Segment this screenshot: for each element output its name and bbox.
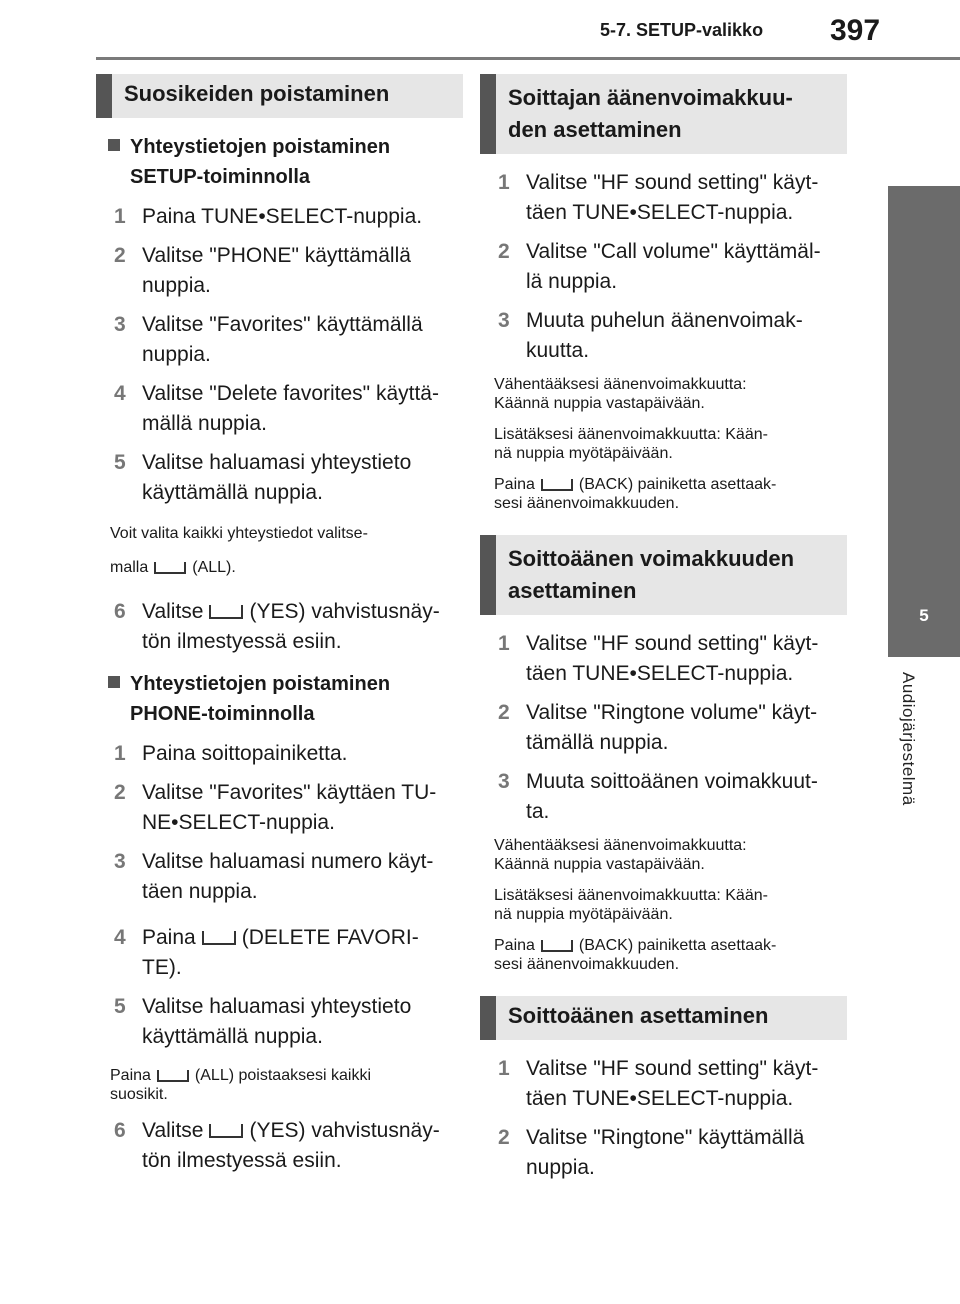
note [494, 475, 847, 513]
note-text: malla [110, 559, 149, 576]
step-number: 2 [498, 701, 510, 724]
step [480, 237, 847, 297]
step-number: 1 [114, 205, 126, 228]
step [96, 379, 463, 439]
step [480, 629, 847, 689]
section-heading-line: Soittajan äänenvoimakkuu- [508, 85, 793, 110]
step-text: Paina [142, 926, 196, 949]
step-number: 4 [114, 382, 126, 405]
step [480, 1123, 847, 1183]
step [96, 597, 463, 657]
step-number: 1 [498, 171, 510, 194]
step [480, 1054, 847, 1114]
note-text: (ALL). [192, 559, 236, 576]
step-text: Valitse "Ringtone volume" käyt- [526, 701, 818, 724]
section-heading-line: asettaminen [508, 578, 637, 603]
step [480, 168, 847, 228]
step [96, 992, 463, 1052]
step-text: tön ilmestyessä esiin. [142, 1149, 342, 1172]
chapter-tab [888, 186, 960, 657]
step-number: 1 [498, 1057, 510, 1080]
note [494, 375, 847, 413]
note-text: sesi äänenvoimakkuuden. [494, 495, 680, 512]
step [480, 306, 847, 366]
step-number: 5 [114, 995, 126, 1018]
step-text: Valitse "Delete favorites" käyttä- [142, 382, 439, 405]
left-column [96, 74, 463, 1185]
step-number: 6 [114, 600, 126, 623]
step-text: Valitse haluamasi numero käyt- [142, 850, 434, 873]
step-number: 6 [114, 1119, 126, 1142]
screen-button-icon [209, 1124, 243, 1138]
step-number: 3 [498, 309, 510, 332]
step-text: Valitse [142, 1119, 204, 1142]
step-number: 4 [114, 926, 126, 949]
note-text: Paina [494, 476, 535, 493]
note-text: (BACK) painiketta asettaak- [578, 937, 777, 954]
note-text: Lisätäksesi äänenvoimakkuutta: Kään- [494, 887, 768, 904]
screen-button-icon [209, 605, 243, 619]
step-text: Valitse "HF sound setting" käyt- [526, 632, 819, 655]
note-text: Käännä nuppia vastapäivään. [494, 395, 705, 412]
note-text: Vähentääksesi äänenvoimakkuutta: [494, 376, 747, 393]
note [110, 1066, 463, 1104]
note-text: Lisätäksesi äänenvoimakkuutta: Kään- [494, 426, 768, 443]
step-number: 3 [498, 770, 510, 793]
note-text: (BACK) painiketta asettaak- [578, 476, 777, 493]
step-number: 2 [498, 240, 510, 263]
step-text: Muuta puhelun äänenvoimak- [526, 309, 803, 332]
step [96, 739, 463, 769]
step-text: Valitse haluamasi yhteystieto [142, 451, 412, 474]
chapter-number: 5 [919, 606, 929, 625]
subheading-line: Yhteystietojen poistaminen [130, 673, 391, 695]
step-number: 3 [114, 850, 126, 873]
step [96, 241, 463, 301]
step-text: Valitse "PHONE" käyttämällä [142, 244, 411, 267]
subheading-line: Yhteystietojen poistaminen [130, 136, 391, 158]
step-number: 2 [498, 1126, 510, 1149]
step [96, 778, 463, 838]
note-text: Paina [110, 1067, 151, 1084]
screen-button-icon [154, 562, 186, 574]
page-number: 397 [830, 14, 881, 47]
step-text: (YES) vahvistusnäy- [249, 1119, 440, 1142]
step [96, 202, 463, 232]
step-text: käyttämällä nuppia. [142, 481, 323, 504]
square-bullet-icon [108, 139, 120, 151]
subheading-line: SETUP-toiminnolla [130, 166, 310, 188]
header-rule [96, 57, 960, 60]
step-text: TE). [142, 956, 182, 979]
step-number: 3 [114, 313, 126, 336]
chapter-title: Audiojärjestelmä [899, 672, 918, 806]
step-text: kuutta. [526, 339, 590, 362]
note-text: nä nuppia myötäpäivään. [494, 906, 673, 923]
section-heading: Suosikeiden poistaminen [96, 74, 463, 118]
step [96, 310, 463, 370]
step-number: 2 [114, 781, 126, 804]
step [480, 698, 847, 758]
note-text: Vähentääksesi äänenvoimakkuutta: [494, 837, 747, 854]
subheading [108, 669, 463, 729]
step-number: 1 [498, 632, 510, 655]
step-text: nuppia. [142, 343, 211, 366]
step-number: 2 [114, 244, 126, 267]
step-text: täen TUNE•SELECT-nuppia. [526, 1087, 794, 1110]
step-text: (YES) vahvistusnäy- [249, 600, 440, 623]
step-text: käyttämällä nuppia. [142, 1025, 323, 1048]
step [96, 448, 463, 508]
square-bullet-icon [108, 676, 120, 688]
step-text: lä nuppia. [526, 270, 618, 293]
note [494, 936, 847, 974]
note [494, 425, 847, 463]
step-text: täen nuppia. [142, 880, 258, 903]
step [480, 767, 847, 827]
step-text: Paina TUNE•SELECT-nuppia. [142, 205, 423, 228]
note [110, 517, 463, 585]
note [494, 836, 847, 874]
step-text: Valitse "HF sound setting" käyt- [526, 171, 819, 194]
note [494, 886, 847, 924]
step [96, 1116, 463, 1176]
section-heading [480, 535, 847, 615]
note-text: suosikit. [110, 1086, 168, 1103]
step-text: Valitse "HF sound setting" käyt- [526, 1057, 819, 1080]
subheading [108, 132, 463, 192]
step-text: Valitse "Ringtone" käyttämällä [526, 1126, 805, 1149]
step-text: Valitse haluamasi yhteystieto [142, 995, 412, 1018]
note-text: (ALL) poistaaksesi kaikki [194, 1067, 371, 1084]
step-text: Valitse "Favorites" käyttäen TU- [142, 781, 437, 804]
step-number: 5 [114, 451, 126, 474]
step-text: Valitse "Call volume" käyttämäl- [526, 240, 821, 263]
step-text: ta. [526, 800, 550, 823]
step-text: täen TUNE•SELECT-nuppia. [526, 662, 794, 685]
screen-button-icon [202, 931, 236, 945]
note-text: Paina [494, 937, 535, 954]
step-text: nuppia. [142, 274, 211, 297]
screen-button-icon [157, 1070, 189, 1082]
step-text: (DELETE FAVORI- [241, 926, 419, 949]
step-number: 1 [114, 742, 126, 765]
screen-button-icon [541, 479, 573, 491]
step-text: täen TUNE•SELECT-nuppia. [526, 201, 794, 224]
step-text: Valitse "Favorites" käyttämällä [142, 313, 423, 336]
section-heading-line: den asettaminen [508, 117, 682, 142]
note-text: sesi äänenvoimakkuuden. [494, 956, 680, 973]
note-text: nä nuppia myötäpäivään. [494, 445, 673, 462]
screen-button-icon [541, 940, 573, 952]
step-text: nuppia. [526, 1156, 595, 1179]
step-text: Muuta soittoäänen voimakkuut- [526, 770, 818, 793]
step-text: mällä nuppia. [142, 412, 267, 435]
right-column [480, 74, 847, 1192]
note-text: Voit valita kaikki yhteystiedot valitse- [110, 525, 368, 542]
note-text: Käännä nuppia vastapäivään. [494, 856, 705, 873]
step [96, 847, 463, 907]
section-title: 5-7. SETUP-valikko [600, 20, 764, 40]
section-heading-line: Soittoäänen voimakkuuden [508, 546, 795, 571]
section-heading: Soittoäänen asettaminen [480, 996, 847, 1040]
section-heading [480, 74, 847, 154]
step [96, 923, 463, 983]
step-text: tön ilmestyessä esiin. [142, 630, 342, 653]
step-text: Paina soittopainiketta. [142, 742, 348, 765]
subheading-line: PHONE-toiminnolla [130, 703, 315, 725]
step-text: Valitse [142, 600, 204, 623]
step-text: tämällä nuppia. [526, 731, 669, 754]
step-text: NE•SELECT-nuppia. [142, 811, 335, 834]
